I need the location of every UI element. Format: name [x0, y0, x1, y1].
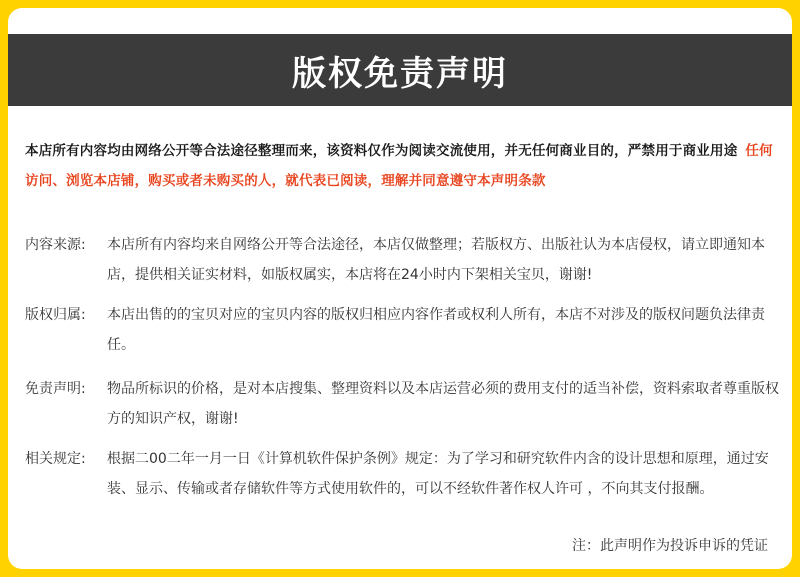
section-text: 本店出售的的宝贝对应的宝贝内容的版权归相应内容作者或权利人所有，本店不对涉及的版权问题负法律责任。 [107, 307, 765, 353]
intro-highlight: 任何访问、浏览本店铺，购买或者未购买的人，就代表已阅读，理解并同意遵守本声明条款 [25, 143, 773, 189]
section-regulations [25, 444, 785, 504]
intro-text: 本店所有内容均由网络公开等合法途径整理而来，该资料仅作为阅读交流使用，并无任何商业目的，严禁用于商业用途 [25, 143, 738, 159]
section-copyright-ownership [25, 300, 785, 360]
section-text: 物品所标识的价格，是对本店搜集、整理资料以及本店运营必须的费用支付的适当补偿，资料索取者尊重版权方的知识产权，谢谢! [107, 381, 779, 427]
intro-paragraph [25, 136, 785, 196]
section-text: 本店所有内容均来自网络公开等合法途径，本店仅做整理；若版权方、出版社认为本店侵权，请立即通知本店，提供相关证实材料，如版权属实，本店将在24小时内下架相关宝贝，谢谢! [107, 237, 765, 283]
section-text: 根据二00二年一月一日《计算机软件保护条例》规定：为了学习和研究软件内含的设计思想和原理，通过安装、显示、传输或者存储软件等方式使用软件的，可以不经软件著作权人许可 ，不向其支付报酬。 [107, 451, 769, 497]
section-label: 版权归属: [25, 307, 86, 323]
footnote: 注：此声明作为投诉申诉的凭证 [572, 538, 768, 554]
page-title: 版权免责声明 [292, 53, 508, 94]
disclaimer-card [8, 8, 792, 569]
section-label: 免责声明: [25, 381, 86, 397]
section-disclaimer [25, 374, 785, 434]
section-label: 相关规定: [25, 451, 86, 467]
section-label: 内容来源: [25, 237, 86, 253]
title-banner [8, 34, 792, 106]
section-content-source [25, 230, 785, 290]
